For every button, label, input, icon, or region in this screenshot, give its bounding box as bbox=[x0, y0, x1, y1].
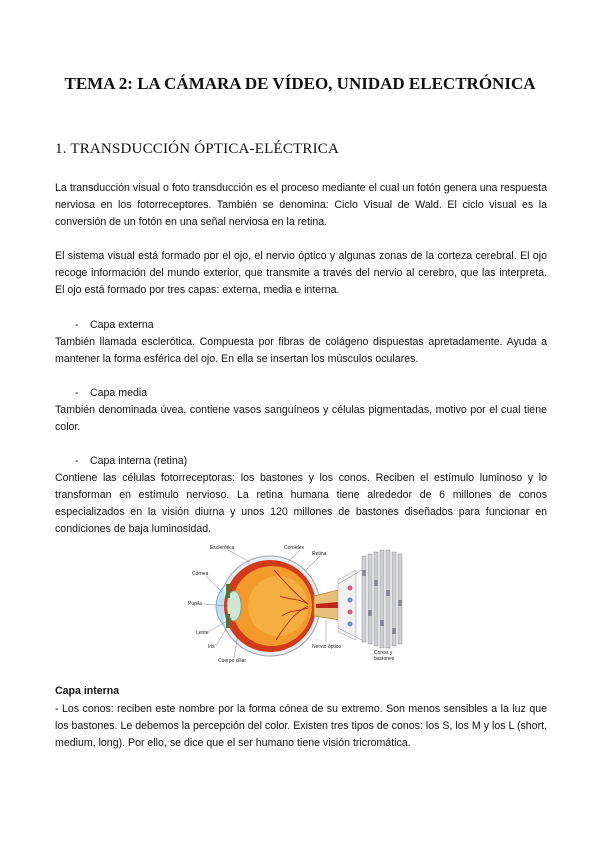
label-iris: Iris bbox=[208, 644, 215, 650]
label-lens: Lente bbox=[196, 630, 209, 636]
label-ciliary: Cuerpo ciliar bbox=[218, 658, 247, 664]
layer-heading-internal bbox=[75, 453, 187, 470]
layer-heading-middle bbox=[75, 385, 147, 402]
vitreous-highlight bbox=[248, 576, 308, 636]
paragraph-transduction: La transducción visual o foto transducción es el proceso mediante el cual un fotón genera una respuesta nerviosa en los fotorreceptores. También se denomina: Ciclo Visual de Wald. El ciclo visual es la conversión de un fotón en una señal nerviosa en la retina. bbox=[55, 182, 547, 228]
retina-cells-magnified bbox=[338, 550, 402, 648]
bullet-dash: - bbox=[75, 319, 79, 331]
eye-diagram bbox=[188, 540, 428, 668]
layer-name: Capa externa bbox=[90, 319, 154, 331]
eye-anatomy-figure bbox=[188, 540, 428, 668]
paragraph-layer-external: También llamada esclerótica. Compuesta por fibras de colágeno dispuestas apretadamente. Ayuda a mantener la forma esférica del ojo. En ella se insertan los músculos oculares. bbox=[55, 336, 547, 365]
iris-top-shape bbox=[226, 584, 230, 598]
paragraph-layer-middle: También denominada úvea, contiene vasos sanguíneos y células pigmentadas, motivo por el cual tiene color. bbox=[55, 404, 547, 433]
cornea-shape bbox=[216, 586, 224, 626]
label-choroid: Coroides bbox=[284, 545, 305, 551]
label-cones-rods-2: bastones bbox=[374, 656, 395, 662]
section-heading: 1. TRANSDUCCIÓN ÓPTICA-ELÉCTRICA bbox=[55, 141, 340, 157]
label-cones-rods: Conos y bbox=[374, 650, 393, 656]
layer-name: Capa interna (retina) bbox=[90, 455, 188, 467]
label-optic-nerve: Nervio óptico bbox=[312, 644, 342, 650]
layer-heading-external bbox=[75, 317, 154, 334]
label-pupil: Pupila bbox=[188, 601, 202, 607]
paragraph-cones: - Los conos: reciben este nombre por la forma cónea de su extremo. Son menos sensibles a la luz que los bastones. Le debemos la percepción del color. Existen tres tipos de conos: los S, los M y los L (short, medium, long). Por ello, se dice que el ser humano tiene visión tricromática. bbox=[55, 703, 547, 749]
label-retina: Retina bbox=[312, 551, 327, 557]
label-sclera: Esclerótica bbox=[210, 545, 235, 551]
bullet-dash: - bbox=[75, 387, 79, 399]
page-title: TEMA 2: LA CÁMARA DE VÍDEO, UNIDAD ELECTRÓNICA bbox=[64, 74, 536, 93]
layer-name: Capa media bbox=[90, 387, 148, 399]
paragraph-visual-system: El sistema visual está formado por el ojo, el nervio óptico y algunas zonas de la corteza cerebral. El ojo recoge información del mundo exterior, que transmite a través del nervio al cerebro, que las interpreta. El ojo está formado por tres capas: externa, media e interna. bbox=[55, 250, 547, 296]
label-cornea: Córnea bbox=[192, 571, 209, 577]
paragraph-layer-internal: Contiene las células fotorreceptoras: los bastones y los conos. Reciben el estímulo luminoso y lo transforman en estímulo nervioso. La retina humana tiene alrededor de 6 millones de conos especializados en la visión diurna y unos 120 millones de bastones diseñados para funcionar en condiciones de baja luminosidad. bbox=[55, 472, 547, 535]
sub-heading: Capa interna bbox=[55, 685, 120, 697]
bullet-dash: - bbox=[75, 455, 79, 467]
